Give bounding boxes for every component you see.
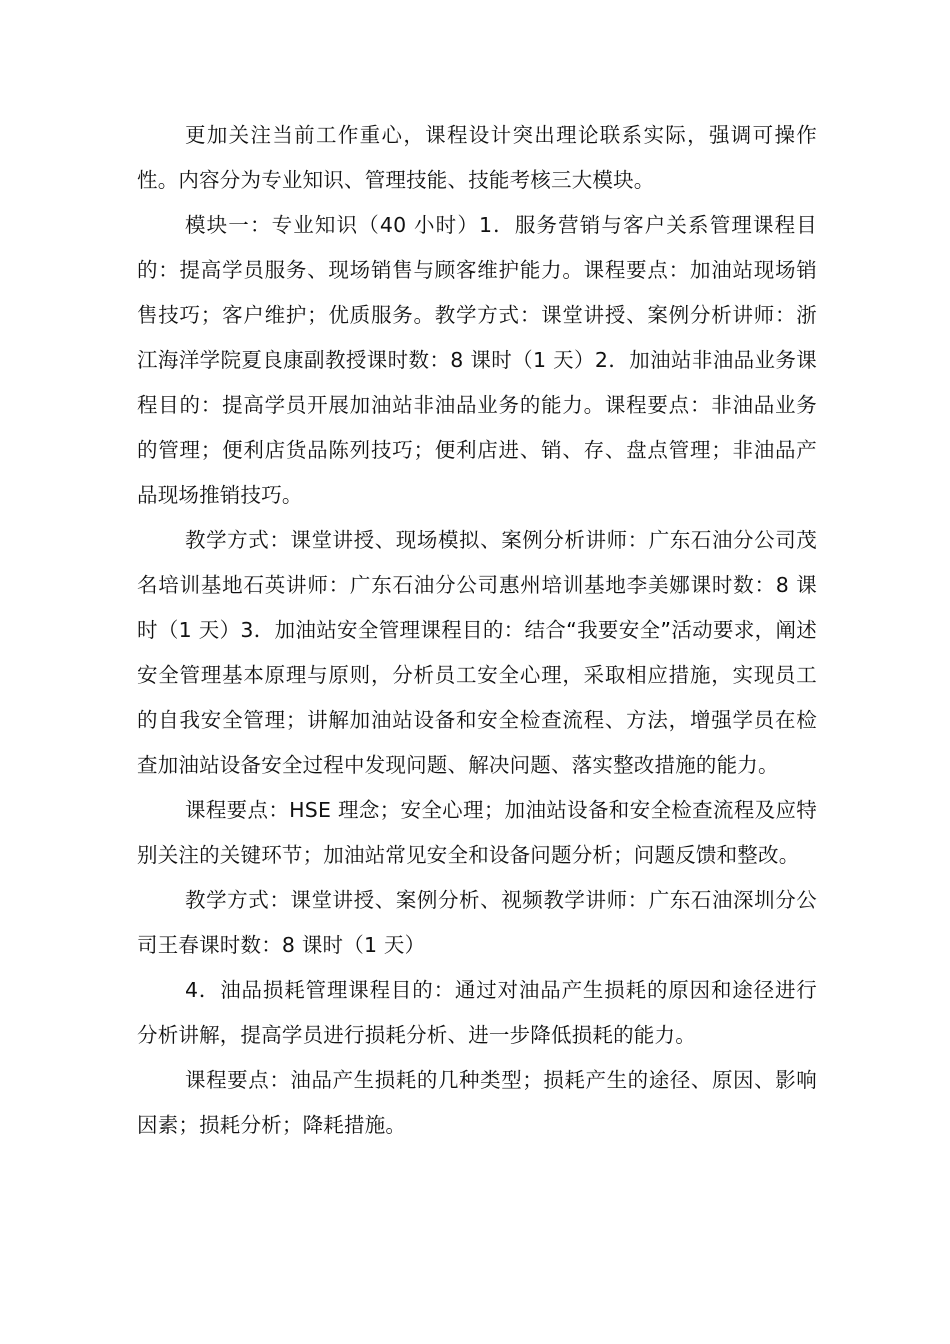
paragraph-5: 教学方式：课堂讲授、案例分析、视频教学讲师：广东石油深圳分公司王春课时数：8 课时（1 天） bbox=[137, 888, 817, 957]
paragraph-7: 课程要点：油品产生损耗的几种类型；损耗产生的途径、原因、影响因素；损耗分析；降耗措施。 bbox=[137, 1068, 817, 1137]
paragraph-2: 模块一：专业知识（40 小时）1．服务营销与客户关系管理课程目的：提高学员服务、现场销售与顾客维护能力。课程要点：加油站现场销售技巧；客户维护；优质服务。教学方式：课堂讲授、案例分析讲师：浙江海洋学院夏良康副教授课时数：8 课时（1 天）2．加油站非油品业务课程目的：提高学员开展加油站非油品业务的能力。课程要点：非油品业务的管理；便利店货品陈列技巧；便利店进、销、存、盘点管理；非油品产品现场推销技巧。 bbox=[137, 213, 817, 507]
paragraph-1: 更加关注当前工作重心，课程设计突出理论联系实际，强调可操作性。内容分为专业知识、管理技能、技能考核三大模块。 bbox=[137, 123, 817, 192]
body-text bbox=[137, 113, 817, 1148]
paragraph-6: 4．油品损耗管理课程目的：通过对油品产生损耗的原因和途径进行分析讲解，提高学员进行损耗分析、进一步降低损耗的能力。 bbox=[137, 978, 817, 1047]
paragraph-3: 教学方式：课堂讲授、现场模拟、案例分析讲师：广东石油分公司茂名培训基地石英讲师：广东石油分公司惠州培训基地李美娜课时数：8 课时（1 天）3．加油站安全管理课程目的：结合“我要安全”活动要求，阐述安全管理基本原理与原则，分析员工安全心理，采取相应措施，实现员工的自我安全管理；讲解加油站设备和安全检查流程、方法，增强学员在检查加油站设备安全过程中发现问题、解决问题、落实整改措施的能力。 bbox=[137, 528, 817, 777]
paragraph-4: 课程要点：HSE 理念；安全心理；加油站设备和安全检查流程及应特别关注的关键环节；加油站常见安全和设备问题分析；问题反馈和整改。 bbox=[137, 798, 817, 867]
